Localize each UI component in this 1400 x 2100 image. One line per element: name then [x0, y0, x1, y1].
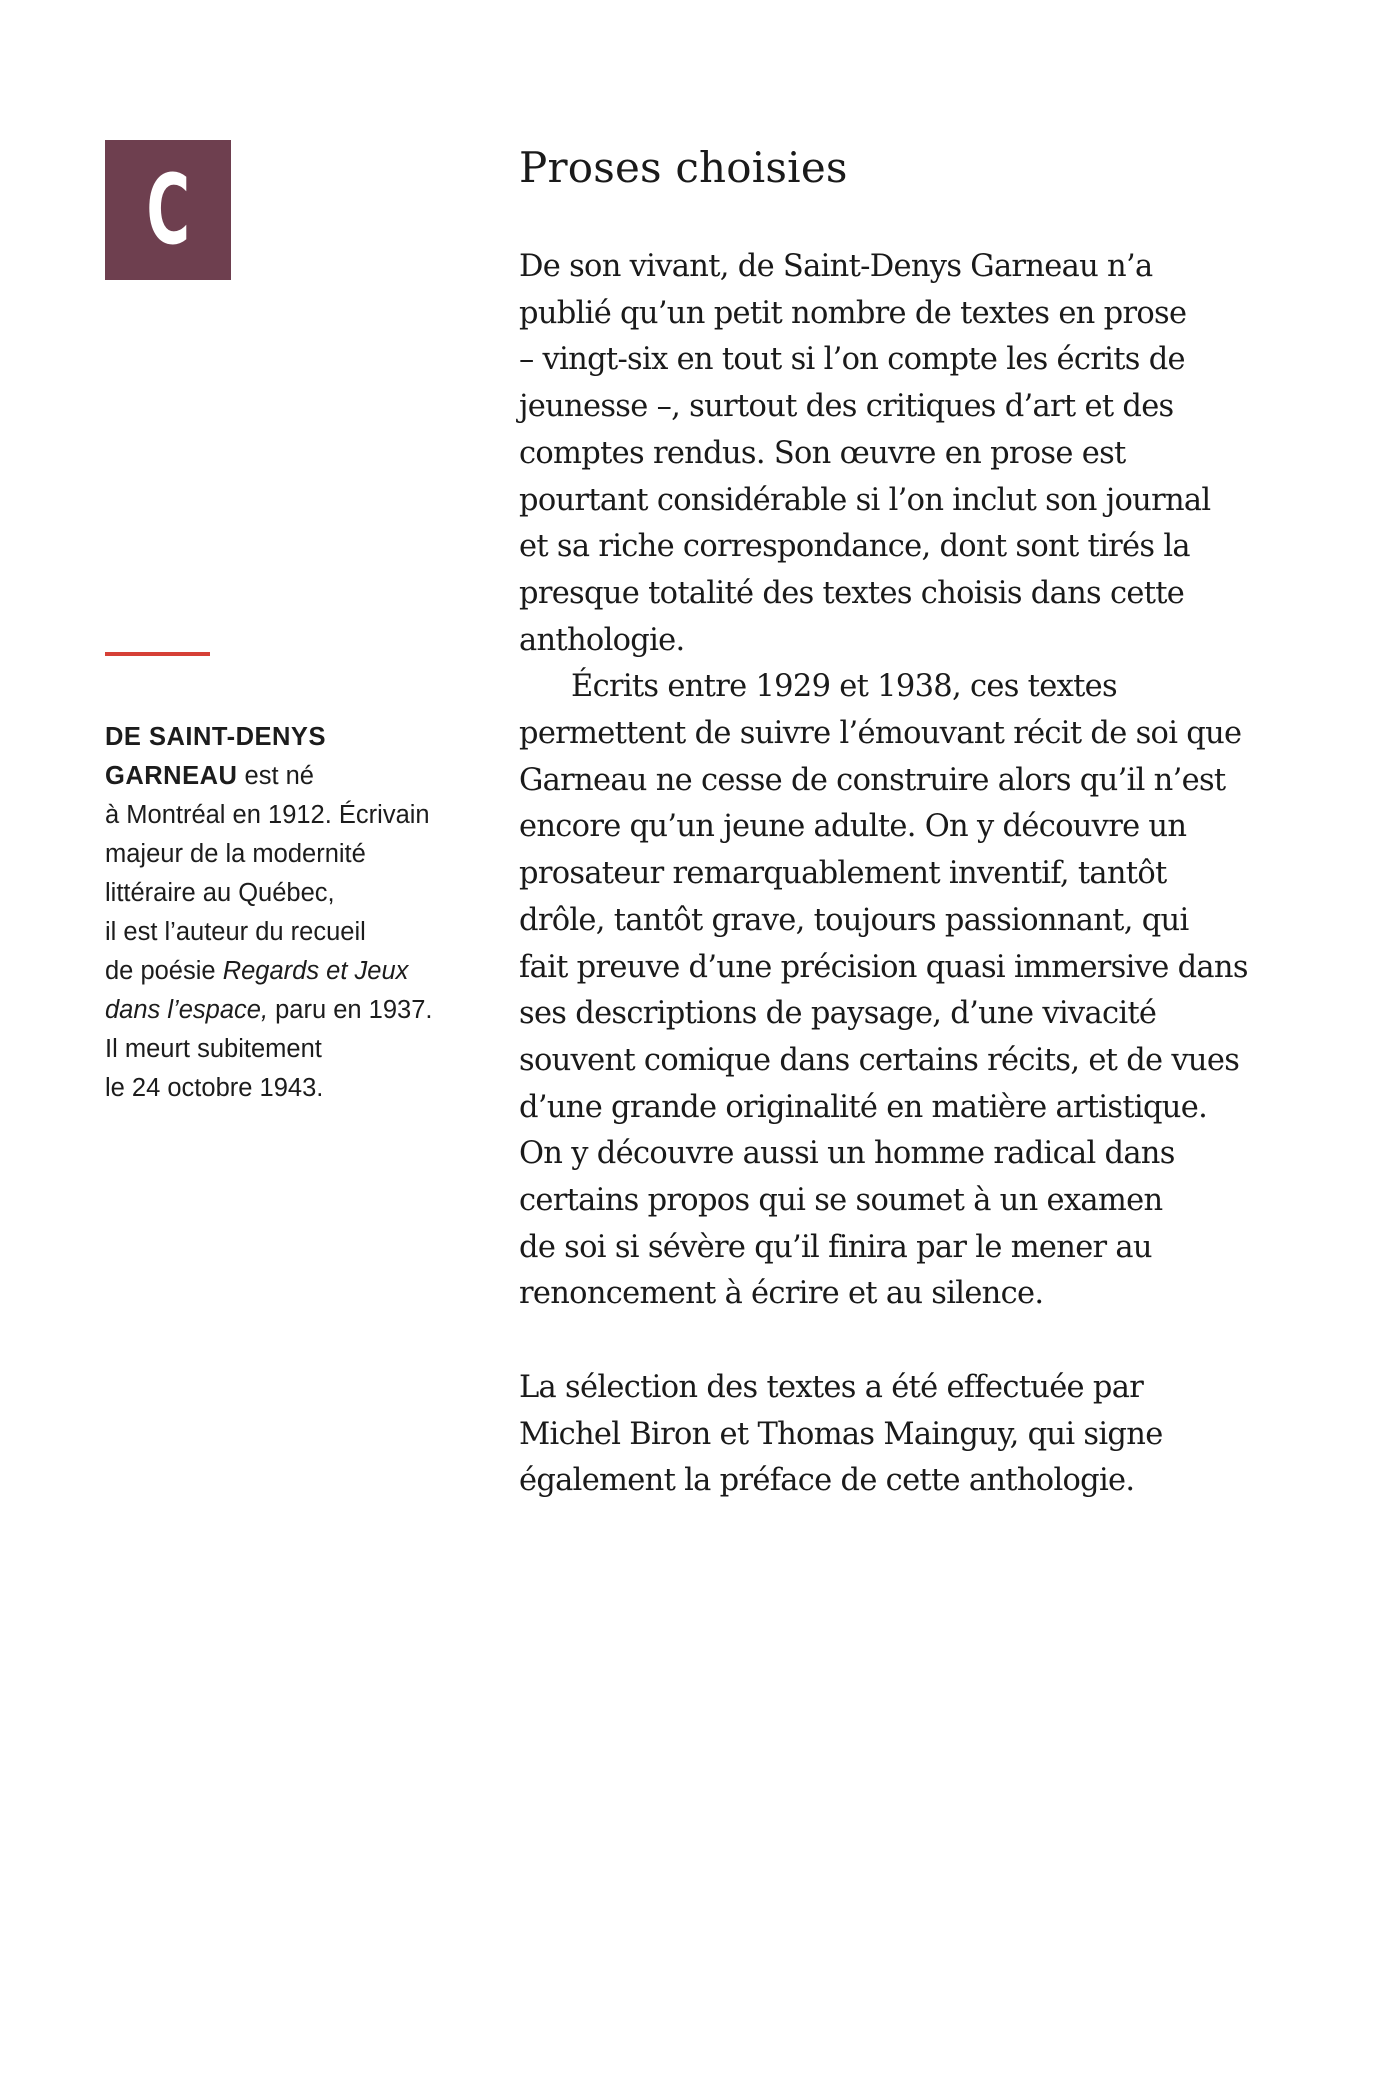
- text-line: publié qu’un petit nombre de textes en prose: [519, 295, 1187, 331]
- paragraph-3: [519, 1365, 1309, 1505]
- bio-line-2: [105, 757, 475, 796]
- text-line: de soi si sévère qu’il finira par le mener au: [519, 1229, 1152, 1265]
- text-line: jeunesse –, surtout des critiques d’art et des: [519, 389, 1174, 425]
- paragraph-1: [519, 244, 1309, 664]
- text-line: De son vivant, de Saint-Denys Garneau n’a: [519, 249, 1153, 284]
- text-line: – vingt-six en tout si l’on compte les écrits de: [519, 342, 1185, 378]
- bio-line-4: majeur de la modernité: [105, 840, 366, 868]
- bio-line-5: littéraire au Québec,: [105, 879, 335, 907]
- text-line: prosateur remarquablement inventif, tantôt: [519, 856, 1167, 892]
- text-line: pourtant considérable si l’on inclut son journal: [519, 482, 1211, 518]
- text-line: drôle, tantôt grave, toujours passionnant, qui: [519, 902, 1189, 938]
- text-line: anthologie.: [519, 622, 685, 658]
- text-line: Michel Biron et Thomas Mainguy, qui signe: [519, 1416, 1163, 1452]
- bio-line-6: il est l’auteur du recueil: [105, 918, 366, 946]
- bio-line-8-rest: paru en 1937.: [268, 996, 433, 1024]
- text-line: d’une grande originalité en matière artistique.: [519, 1089, 1208, 1125]
- text-line: comptes rendus. Son œuvre en prose est: [519, 435, 1126, 471]
- text-line: presque totalité des textes choisis dans cette: [519, 575, 1185, 611]
- text-line: permettent de suivre l’émouvant récit de soi que: [519, 716, 1242, 752]
- author-bio: [105, 718, 475, 1108]
- accent-rule: [105, 652, 210, 656]
- text-line: certains propos qui se soumet à un examen: [519, 1183, 1163, 1219]
- bio-line-7-pre: de poésie: [105, 957, 223, 985]
- text-line: Garneau ne cesse de construire alors qu’il n’est: [519, 762, 1226, 798]
- bio-line-2-rest: est né: [237, 762, 314, 790]
- paragraph-2: [519, 664, 1309, 1318]
- book-title-part1: Regards et Jeux: [222, 957, 409, 985]
- page-title: Proses choisies: [519, 143, 848, 192]
- bio-line-7: [105, 952, 475, 991]
- bio-line-10: le 24 octobre 1943.: [105, 1074, 324, 1102]
- bio-line-3: à Montréal en 1912. Écrivain: [105, 801, 430, 829]
- author-name-line1: DE SAINT-DENYS: [105, 723, 326, 751]
- text-line: La sélection des textes a été effectuée par: [519, 1369, 1144, 1405]
- publisher-logo: [105, 140, 231, 280]
- logo-letter: C: [146, 154, 190, 266]
- author-name-line2: GARNEAU: [105, 762, 238, 790]
- text-line: et sa riche correspondance, dont sont tirés la: [519, 529, 1190, 565]
- text-line: Écrits entre 1929 et 1938, ces textes: [571, 669, 1117, 705]
- text-line: souvent comique dans certains récits, et de vues: [519, 1042, 1240, 1078]
- book-title-part2: dans l’espace,: [105, 996, 269, 1024]
- text-line: ses descriptions de paysage, d’une vivacité: [519, 996, 1157, 1032]
- text-line: On y découvre aussi un homme radical dans: [519, 1136, 1175, 1172]
- text-line: encore qu’un jeune adulte. On y découvre un: [519, 809, 1187, 845]
- body-text: [519, 244, 1309, 1505]
- text-line: fait preuve d’une précision quasi immersive dans: [519, 949, 1248, 985]
- text-line: renoncement à écrire et au silence.: [519, 1276, 1044, 1312]
- main-text: [519, 138, 1309, 1505]
- bio-line-9: Il meurt subitement: [105, 1035, 322, 1063]
- bio-line-8: [105, 991, 475, 1030]
- paragraph-gap: [519, 1318, 1309, 1365]
- text-line: également la préface de cette anthologie.: [519, 1463, 1135, 1499]
